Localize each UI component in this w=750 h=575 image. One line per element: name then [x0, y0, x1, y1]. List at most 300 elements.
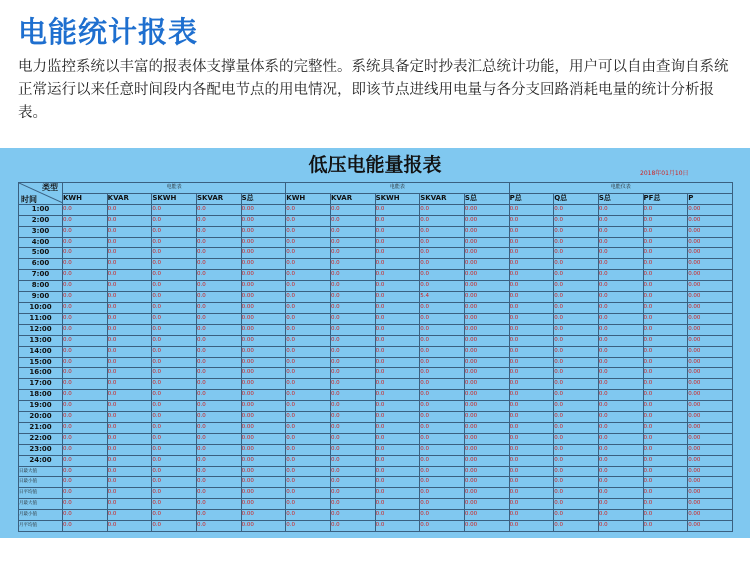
- value-cell: 0.0: [152, 357, 197, 368]
- value-cell: 0.00: [464, 488, 509, 499]
- value-cell: 0.00: [688, 302, 733, 313]
- value-cell: 0.0: [598, 422, 643, 433]
- value-cell: 0.0: [375, 270, 420, 281]
- value-cell: 0.0: [554, 368, 599, 379]
- table-row: [19, 215, 733, 226]
- value-cell: 0.0: [63, 335, 108, 346]
- value-cell: 0.0: [554, 237, 599, 248]
- value-cell: 0.0: [598, 455, 643, 466]
- value-cell: 0.0: [643, 444, 688, 455]
- time-cell: 14:00: [19, 346, 63, 357]
- value-cell: 0.00: [688, 237, 733, 248]
- value-cell: 0.0: [330, 357, 375, 368]
- value-cell: 0.00: [464, 324, 509, 335]
- value-cell: 0.0: [375, 313, 420, 324]
- value-cell: 0.00: [241, 433, 286, 444]
- value-cell: 0.0: [107, 477, 152, 488]
- value-cell: 0.0: [152, 215, 197, 226]
- value-cell: 0.00: [241, 292, 286, 303]
- value-cell: 0.0: [63, 477, 108, 488]
- value-cell: 0.0: [63, 204, 108, 215]
- value-cell: 0.0: [107, 455, 152, 466]
- summary-row: [19, 466, 733, 477]
- column-header: KWH: [63, 193, 108, 204]
- page-description: 电力监控系统以丰富的报表体支撑量体系的完整性。系统具备定时抄表汇总统计功能，用户可以自由查询自系统正常运行以来任意时间段内各配电节点的用电情况，即该节点进线用电量与各分支回路消耗电量的统计分析报表。: [18, 59, 729, 121]
- value-cell: 0.0: [330, 455, 375, 466]
- value-cell: 0.0: [420, 270, 465, 281]
- value-cell: 0.0: [63, 368, 108, 379]
- value-cell: 0.0: [152, 444, 197, 455]
- value-cell: 0.0: [107, 237, 152, 248]
- value-cell: 0.0: [63, 357, 108, 368]
- value-cell: 0.0: [598, 412, 643, 423]
- value-cell: 0.0: [286, 346, 331, 357]
- value-cell: 0.0: [554, 215, 599, 226]
- value-cell: 0.0: [196, 433, 241, 444]
- summary-label-cell: 日平均值: [19, 488, 63, 499]
- value-cell: 0.0: [152, 455, 197, 466]
- value-cell: 0.0: [554, 302, 599, 313]
- value-cell: 0.00: [688, 226, 733, 237]
- value-cell: 0.0: [554, 466, 599, 477]
- value-cell: 0.0: [152, 313, 197, 324]
- value-cell: 0.0: [554, 433, 599, 444]
- summary-row: [19, 521, 733, 532]
- value-cell: 0.0: [330, 335, 375, 346]
- value-cell: 0.0: [286, 433, 331, 444]
- value-cell: 0.0: [643, 335, 688, 346]
- value-cell: 0.00: [241, 412, 286, 423]
- value-cell: 0.0: [330, 412, 375, 423]
- table-row: [19, 248, 733, 259]
- value-cell: 0.0: [420, 368, 465, 379]
- value-cell: 0.0: [63, 259, 108, 270]
- value-cell: 0.00: [688, 368, 733, 379]
- value-cell: 0.0: [554, 477, 599, 488]
- value-cell: 0.0: [63, 412, 108, 423]
- table-row: [19, 259, 733, 270]
- value-cell: 0.0: [107, 422, 152, 433]
- value-cell: 0.0: [63, 324, 108, 335]
- value-cell: 0.00: [688, 324, 733, 335]
- value-cell: 0.0: [63, 270, 108, 281]
- value-cell: 0.0: [107, 390, 152, 401]
- value-cell: 0.00: [464, 521, 509, 532]
- value-cell: 0.00: [688, 259, 733, 270]
- value-cell: 0.0: [420, 477, 465, 488]
- value-cell: 0.0: [330, 281, 375, 292]
- value-cell: 0.0: [643, 259, 688, 270]
- value-cell: 0.00: [464, 390, 509, 401]
- column-header: S总: [598, 193, 643, 204]
- table-row: [19, 281, 733, 292]
- value-cell: 0.0: [643, 412, 688, 423]
- value-cell: 0.00: [241, 455, 286, 466]
- value-cell: 0.0: [196, 237, 241, 248]
- value-cell: 0.0: [643, 401, 688, 412]
- value-cell: 0.0: [152, 281, 197, 292]
- value-cell: 0.00: [688, 444, 733, 455]
- value-cell: 0.0: [330, 204, 375, 215]
- value-cell: 0.00: [464, 226, 509, 237]
- value-cell: 0.0: [63, 444, 108, 455]
- value-cell: 0.0: [420, 346, 465, 357]
- value-cell: 0.0: [554, 510, 599, 521]
- value-cell: 0.0: [554, 281, 599, 292]
- value-cell: 0.0: [643, 302, 688, 313]
- value-cell: 0.0: [554, 346, 599, 357]
- value-cell: 0.00: [464, 357, 509, 368]
- column-header: PF总: [643, 193, 688, 204]
- value-cell: 0.0: [554, 248, 599, 259]
- value-cell: 0.0: [598, 510, 643, 521]
- table-row: [19, 422, 733, 433]
- value-cell: 0.0: [420, 215, 465, 226]
- value-cell: 0.0: [107, 499, 152, 510]
- value-cell: 0.00: [688, 346, 733, 357]
- value-cell: 0.0: [554, 379, 599, 390]
- value-cell: 0.0: [107, 444, 152, 455]
- value-cell: 0.0: [643, 368, 688, 379]
- time-cell: 16:00: [19, 368, 63, 379]
- value-cell: 0.0: [63, 510, 108, 521]
- value-cell: 0.0: [196, 521, 241, 532]
- table-row: [19, 226, 733, 237]
- time-cell: 20:00: [19, 412, 63, 423]
- summary-label-cell: 日最大值: [19, 466, 63, 477]
- value-cell: 0.0: [598, 433, 643, 444]
- column-header: S总: [241, 193, 286, 204]
- value-cell: 0.0: [375, 281, 420, 292]
- value-cell: 0.0: [63, 401, 108, 412]
- value-cell: 0.0: [63, 346, 108, 357]
- value-cell: 0.00: [688, 281, 733, 292]
- value-cell: 0.0: [330, 346, 375, 357]
- value-cell: 0.0: [196, 292, 241, 303]
- value-cell: 0.0: [196, 412, 241, 423]
- value-cell: 0.00: [464, 281, 509, 292]
- value-cell: 0.0: [107, 521, 152, 532]
- time-cell: 9:00: [19, 292, 63, 303]
- value-cell: 0.0: [286, 444, 331, 455]
- value-cell: 0.0: [509, 324, 554, 335]
- value-cell: 0.0: [196, 226, 241, 237]
- value-cell: 0.0: [330, 292, 375, 303]
- value-cell: 0.0: [286, 226, 331, 237]
- value-cell: 0.0: [286, 313, 331, 324]
- value-cell: 0.0: [107, 259, 152, 270]
- value-cell: 0.00: [688, 455, 733, 466]
- value-cell: 0.00: [688, 390, 733, 401]
- value-cell: 0.0: [286, 368, 331, 379]
- value-cell: 0.00: [241, 346, 286, 357]
- value-cell: 0.0: [196, 346, 241, 357]
- value-cell: 0.0: [375, 444, 420, 455]
- value-cell: 0.00: [464, 204, 509, 215]
- value-cell: 0.0: [330, 248, 375, 259]
- value-cell: 0.0: [598, 499, 643, 510]
- value-cell: 0.0: [152, 368, 197, 379]
- value-cell: 0.0: [63, 422, 108, 433]
- value-cell: 0.0: [598, 390, 643, 401]
- value-cell: 0.0: [509, 499, 554, 510]
- value-cell: 0.0: [107, 248, 152, 259]
- column-header: KVAR: [330, 193, 375, 204]
- value-cell: 0.0: [63, 455, 108, 466]
- value-cell: 0.0: [63, 237, 108, 248]
- time-cell: 13:00: [19, 335, 63, 346]
- value-cell: 0.0: [152, 346, 197, 357]
- value-cell: 0.0: [643, 324, 688, 335]
- value-cell: 0.0: [286, 324, 331, 335]
- time-cell: 22:00: [19, 433, 63, 444]
- time-cell: 19:00: [19, 401, 63, 412]
- value-cell: 0.0: [330, 379, 375, 390]
- value-cell: 0.0: [196, 401, 241, 412]
- value-cell: 0.0: [554, 357, 599, 368]
- value-cell: 0.0: [375, 499, 420, 510]
- value-cell: 0.0: [196, 422, 241, 433]
- value-cell: 0.0: [330, 313, 375, 324]
- value-cell: 0.0: [330, 401, 375, 412]
- value-cell: 0.0: [63, 488, 108, 499]
- group-header-row: [19, 183, 733, 194]
- value-cell: 0.0: [286, 401, 331, 412]
- column-header: KWH: [286, 193, 331, 204]
- time-cell: 11:00: [19, 313, 63, 324]
- value-cell: 0.0: [643, 226, 688, 237]
- value-cell: 0.0: [509, 215, 554, 226]
- value-cell: 0.00: [464, 401, 509, 412]
- table-row: [19, 379, 733, 390]
- table-row: [19, 433, 733, 444]
- value-cell: 0.0: [598, 259, 643, 270]
- value-cell: 0.0: [330, 466, 375, 477]
- table-row: [19, 292, 733, 303]
- time-cell: 1:00: [19, 204, 63, 215]
- value-cell: 0.00: [241, 477, 286, 488]
- value-cell: 0.0: [107, 270, 152, 281]
- value-cell: 0.00: [688, 379, 733, 390]
- value-cell: 0.0: [420, 433, 465, 444]
- value-cell: 0.00: [241, 379, 286, 390]
- summary-label-cell: 月平均值: [19, 521, 63, 532]
- value-cell: 0.00: [464, 477, 509, 488]
- value-cell: 0.0: [107, 281, 152, 292]
- value-cell: 0.0: [152, 390, 197, 401]
- value-cell: 0.0: [643, 281, 688, 292]
- value-cell: 0.0: [196, 281, 241, 292]
- value-cell: 0.0: [330, 237, 375, 248]
- value-cell: 0.0: [554, 499, 599, 510]
- value-cell: 0.0: [554, 488, 599, 499]
- value-cell: 0.0: [554, 204, 599, 215]
- value-cell: 0.0: [107, 226, 152, 237]
- value-cell: 0.0: [286, 292, 331, 303]
- group-header: 电能仪表: [509, 183, 732, 194]
- value-cell: 0.0: [63, 390, 108, 401]
- value-cell: 0.0: [63, 313, 108, 324]
- value-cell: 0.0: [375, 204, 420, 215]
- time-cell: 3:00: [19, 226, 63, 237]
- value-cell: 0.0: [152, 379, 197, 390]
- value-cell: 0.0: [509, 455, 554, 466]
- value-cell: 0.0: [509, 521, 554, 532]
- value-cell: 0.0: [375, 357, 420, 368]
- value-cell: 0.0: [554, 324, 599, 335]
- value-cell: 0.00: [688, 422, 733, 433]
- value-cell: 0.0: [152, 237, 197, 248]
- value-cell: 0.0: [152, 412, 197, 423]
- value-cell: 0.0: [509, 226, 554, 237]
- table-row: [19, 390, 733, 401]
- value-cell: 0.00: [464, 248, 509, 259]
- value-cell: 0.0: [509, 422, 554, 433]
- value-cell: 0.0: [643, 215, 688, 226]
- value-cell: 0.0: [420, 444, 465, 455]
- value-cell: 0.0: [598, 292, 643, 303]
- value-cell: 0.0: [420, 499, 465, 510]
- value-cell: 0.0: [107, 466, 152, 477]
- value-cell: 0.0: [152, 521, 197, 532]
- value-cell: 0.0: [152, 466, 197, 477]
- value-cell: 0.00: [241, 357, 286, 368]
- value-cell: 0.0: [286, 510, 331, 521]
- value-cell: 0.00: [464, 215, 509, 226]
- value-cell: 0.00: [464, 313, 509, 324]
- value-cell: 0.0: [152, 401, 197, 412]
- value-cell: 0.0: [598, 324, 643, 335]
- value-cell: 0.0: [152, 226, 197, 237]
- value-cell: 0.00: [241, 302, 286, 313]
- value-cell: 0.0: [330, 324, 375, 335]
- value-cell: 0.0: [375, 292, 420, 303]
- summary-row: [19, 488, 733, 499]
- time-cell: 12:00: [19, 324, 63, 335]
- summary-label-cell: 日最小值: [19, 477, 63, 488]
- value-cell: 0.0: [107, 357, 152, 368]
- column-header: P总: [509, 193, 554, 204]
- value-cell: 0.0: [420, 313, 465, 324]
- value-cell: 0.0: [286, 477, 331, 488]
- value-cell: 0.00: [688, 510, 733, 521]
- value-cell: 0.0: [375, 422, 420, 433]
- value-cell: 0.0: [107, 335, 152, 346]
- value-cell: 0.0: [598, 204, 643, 215]
- value-cell: 0.0: [330, 477, 375, 488]
- value-cell: 0.0: [375, 368, 420, 379]
- value-cell: 0.00: [688, 477, 733, 488]
- value-cell: 0.0: [107, 292, 152, 303]
- value-cell: 0.0: [196, 477, 241, 488]
- report-title: 低压电能量报表: [308, 154, 442, 176]
- value-cell: 0.0: [196, 324, 241, 335]
- value-cell: 0.0: [330, 270, 375, 281]
- value-cell: 0.00: [464, 444, 509, 455]
- value-cell: 0.0: [420, 259, 465, 270]
- value-cell: 0.0: [196, 357, 241, 368]
- value-cell: 0.00: [241, 401, 286, 412]
- table-row: [19, 412, 733, 423]
- value-cell: 0.0: [107, 368, 152, 379]
- time-cell: 23:00: [19, 444, 63, 455]
- value-cell: 0.0: [375, 248, 420, 259]
- value-cell: 0.00: [241, 281, 286, 292]
- value-cell: 0.0: [598, 302, 643, 313]
- value-cell: 0.0: [286, 488, 331, 499]
- value-cell: 0.00: [464, 292, 509, 303]
- value-cell: 0.0: [420, 422, 465, 433]
- value-cell: 0.0: [107, 488, 152, 499]
- value-cell: 0.0: [375, 510, 420, 521]
- value-cell: 0.00: [241, 368, 286, 379]
- table-row: [19, 270, 733, 281]
- value-cell: 0.0: [330, 390, 375, 401]
- value-cell: 0.0: [63, 302, 108, 313]
- value-cell: 0.0: [196, 259, 241, 270]
- value-cell: 0.00: [464, 379, 509, 390]
- value-cell: 0.0: [554, 390, 599, 401]
- column-header: P: [688, 193, 733, 204]
- value-cell: 0.0: [643, 357, 688, 368]
- value-cell: 0.00: [241, 444, 286, 455]
- value-cell: 0.0: [196, 335, 241, 346]
- column-header: SKWH: [152, 193, 197, 204]
- value-cell: 0.0: [643, 510, 688, 521]
- value-cell: 0.00: [688, 488, 733, 499]
- value-cell: 0.0: [509, 292, 554, 303]
- value-cell: 0.00: [464, 422, 509, 433]
- value-cell: 0.00: [688, 335, 733, 346]
- value-cell: 0.0: [286, 455, 331, 466]
- value-cell: 0.0: [509, 346, 554, 357]
- value-cell: 0.0: [375, 346, 420, 357]
- table-row: [19, 346, 733, 357]
- value-cell: 0.00: [464, 510, 509, 521]
- value-cell: 0.00: [241, 422, 286, 433]
- value-cell: 0.0: [643, 488, 688, 499]
- summary-row: [19, 477, 733, 488]
- value-cell: 0.0: [554, 259, 599, 270]
- value-cell: 0.0: [643, 455, 688, 466]
- value-cell: 0.0: [598, 215, 643, 226]
- table-row: [19, 237, 733, 248]
- time-cell: 24:00: [19, 455, 63, 466]
- value-cell: 0.0: [509, 379, 554, 390]
- value-cell: 0.00: [688, 412, 733, 423]
- value-cell: 0.0: [643, 499, 688, 510]
- value-cell: 0.0: [330, 422, 375, 433]
- value-cell: 0.00: [241, 390, 286, 401]
- value-cell: 0.0: [196, 390, 241, 401]
- value-cell: 0.0: [420, 412, 465, 423]
- value-cell: 0.00: [241, 335, 286, 346]
- value-cell: 0.0: [375, 324, 420, 335]
- value-cell: 0.00: [688, 248, 733, 259]
- value-cell: 0.0: [286, 335, 331, 346]
- value-cell: 0.0: [196, 248, 241, 259]
- value-cell: 0.0: [643, 521, 688, 532]
- value-cell: 0.0: [63, 292, 108, 303]
- value-cell: 0.0: [286, 237, 331, 248]
- value-cell: 0.0: [107, 412, 152, 423]
- value-cell: 0.0: [643, 237, 688, 248]
- value-cell: 0.0: [196, 455, 241, 466]
- value-cell: 0.0: [509, 281, 554, 292]
- value-cell: 0.0: [509, 335, 554, 346]
- table-row: [19, 401, 733, 412]
- value-cell: 0.0: [63, 215, 108, 226]
